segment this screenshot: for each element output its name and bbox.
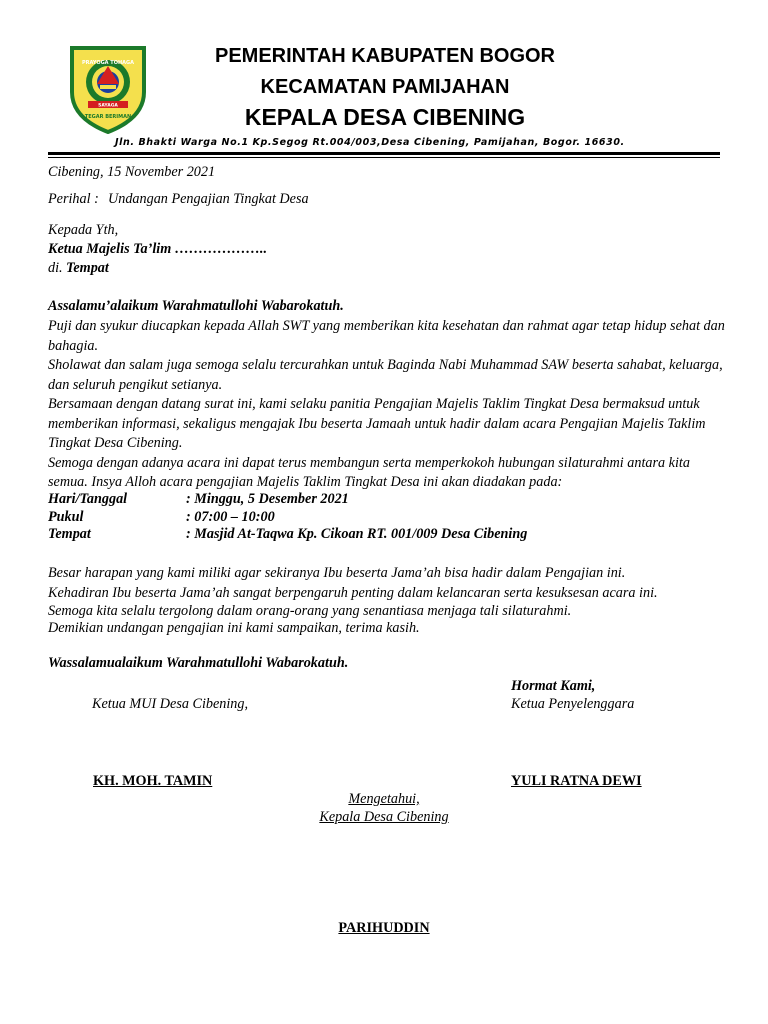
subject-label: Perihal : — [48, 191, 99, 207]
schedule-label-date: Hari/Tanggal — [48, 491, 128, 507]
closing-paragraph: Kehadiran Ibu beserta Jama’ah sangat berpengaruh penting dalam kelancaran serta kesuksesan acara ini. — [48, 584, 658, 601]
right-greeting: Hormat Kami, — [511, 678, 596, 694]
header-district: KECAMATAN PAMIJAHAN — [260, 76, 510, 98]
body-paragraph: Sholawat dan salam juga semoga selalu tercurahkan untuk Baginda Nabi Muhammad SAW beserta sahabat, keluarga, dan seluruh pengikut setianya. — [48, 357, 723, 393]
header-rule-thin — [48, 157, 720, 158]
place-date: Cibening, 15 November 2021 — [48, 164, 216, 180]
header-government: PEMERINTAH KABUPATEN BOGOR — [215, 45, 555, 67]
schedule-label-place: Tempat — [48, 526, 91, 542]
emblem-top-text: PRAYOGA TOHAGA — [81, 60, 135, 66]
greeting: Assalamu’alaikum Warahmatullohi Wabarokatuh. — [48, 298, 344, 314]
subject-value: Undangan Pengajian Tingkat Desa — [108, 191, 309, 207]
acknowledged-title: Kepala Desa Cibening — [319, 809, 449, 825]
closing-paragraph: Semoga kita selalu tergolong dalam orang-orang yang senantiasa menjaga tali silaturahmi. — [48, 603, 572, 619]
recipient-intro: Kepada Yth, — [48, 222, 119, 238]
body-paragraph: Bersamaan dengan datang surat ini, kami selaku panitia Pengajian Majelis Taklim Tingkat Desa bermaksud untuk memberikan informasi, sekaligus mengajak Ibu beserta Jamaah untuk hadir dalam acara Pengajian Majelis Taklim Tingkat Desa Cibening. — [48, 396, 706, 451]
emblem-motto: TEGAR BERIMAN — [84, 114, 132, 120]
left-signatory-title: Ketua MUI Desa Cibening, — [92, 696, 249, 712]
body-paragraph: Semoga dengan adanya acara ini dapat terus membangun serta memperkokoh hubungan silaturahmi antara kita semua. Insya Alloh acara pengajian Majelis Taklim Tingkat Desa ini akan diadakan pada: — [48, 454, 690, 490]
left-signatory-name: KH. MOH. TAMIN — [93, 773, 213, 789]
right-signatory-name: YULI RATNA DEWI — [511, 773, 642, 789]
right-signatory-title: Ketua Penyelenggara — [511, 696, 635, 712]
schedule-value-place: : Masjid At-Taqwa Kp. Cikoan RT. 001/009 Desa Cibening — [186, 526, 528, 542]
emblem-bottom-text: SAYAGA — [98, 103, 118, 109]
header-address: Jln. Bhakti Warga No.1 Kp.Segog Rt.004/003,Desa Cibening, Pamijahan, Bogor. 16630. — [115, 137, 625, 148]
body-paragraph: Puji dan syukur diucapkan kepada Allah SWT yang memberikan kita kesehatan dan rahmat agar tetap hidup sehat dan bahagia. — [48, 318, 725, 354]
schedule-label-time: Pukul — [48, 509, 84, 525]
letter-closing — [48, 564, 728, 637]
bogor-regency-emblem — [66, 44, 150, 134]
schedule-value-time: : 07:00 – 10:00 — [186, 509, 275, 525]
farewell: Wassalamualaikum Warahmatullohi Wabarokatuh. — [48, 655, 349, 671]
header-village-head: KEPALA DESA CIBENING — [244, 104, 526, 130]
acknowledged-label: Mengetahui, — [348, 791, 420, 807]
schedule-value-date: : Minggu, 5 Desember 2021 — [186, 491, 349, 507]
recipient-place-prefix: di. — [48, 260, 63, 276]
letter-body — [48, 317, 728, 493]
village-head-name: PARIHUDDIN — [338, 920, 430, 936]
closing-paragraph: Besar harapan yang kami miliki agar sekiranya Ibu beserta Jama’ah bisa hadir dalam Pengajian ini. — [48, 565, 626, 581]
recipient-place: Tempat — [66, 260, 109, 276]
closing-paragraph: Demikian undangan pengajian ini kami sampaikan, terima kasih. — [48, 620, 420, 636]
header-rule-thick — [48, 152, 720, 155]
recipient-name: Ketua Majelis Ta’lim ……………….. — [48, 241, 267, 257]
